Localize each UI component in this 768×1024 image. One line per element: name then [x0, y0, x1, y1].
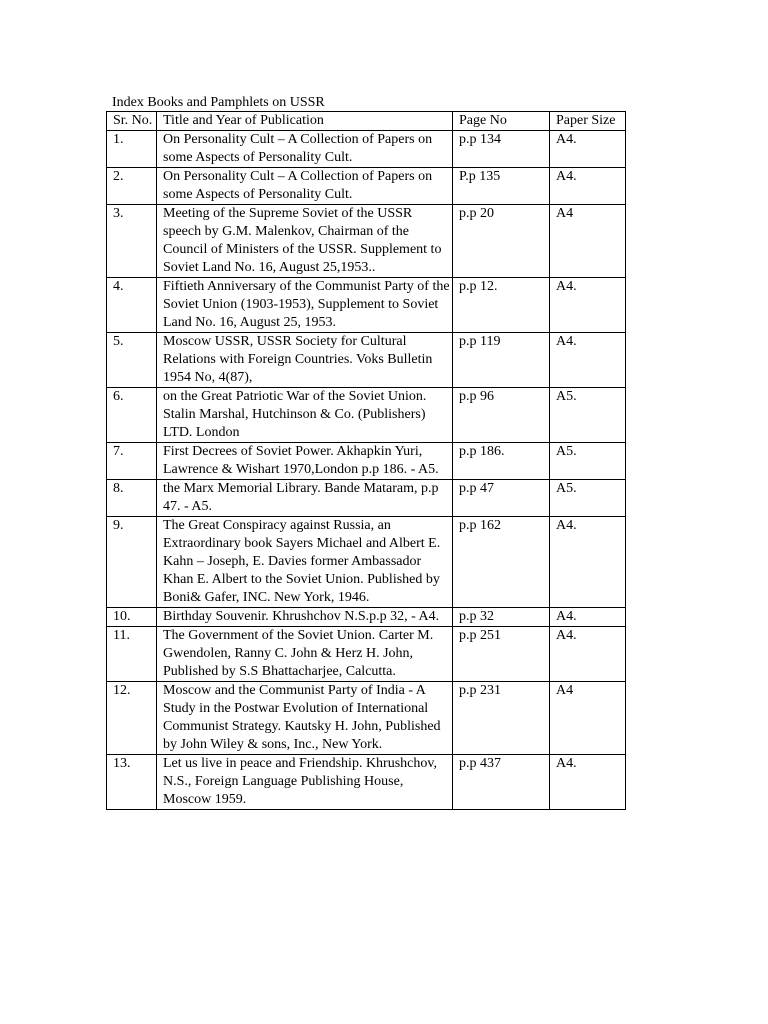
row-paper-size: A4.: [550, 755, 626, 810]
header-sr-no: Sr. No.: [107, 112, 157, 131]
row-title: The Great Conspiracy against Russia, an Extraordinary book Sayers Michael and Albert E. Kahn – Joseph, E. Davies former Ambassador Khan E. Albert to the Soviet Union. Published by Boni& Gafer, INC. New York, 1946.: [157, 517, 453, 608]
row-page-no: p.p 12.: [453, 278, 550, 333]
row-title: Moscow and the Communist Party of India - A Study in the Postwar Evolution of International Communist Strategy. Kautsky H. John, Published by John Wiley & sons, Inc., New York.: [157, 682, 453, 755]
row-paper-size: A4.: [550, 131, 626, 168]
table-row: [107, 388, 626, 443]
header-title: Title and Year of Publication: [157, 112, 453, 131]
row-page-no: p.p 437: [453, 755, 550, 810]
row-paper-size: A4.: [550, 608, 626, 627]
row-paper-size: A5.: [550, 480, 626, 517]
row-page-no: p.p 96: [453, 388, 550, 443]
row-sr-no: 4.: [107, 278, 157, 333]
row-title: On Personality Cult – A Collection of Papers on some Aspects of Personality Cult.: [157, 168, 453, 205]
header-page-no: Page No: [453, 112, 550, 131]
row-title: On Personality Cult – A Collection of Papers on some Aspects of Personality Cult.: [157, 131, 453, 168]
row-page-no: p.p 231: [453, 682, 550, 755]
table-row: [107, 131, 626, 168]
header-row: [107, 112, 626, 131]
table-row: [107, 480, 626, 517]
row-sr-no: 13.: [107, 755, 157, 810]
table-row: [107, 627, 626, 682]
table-row: [107, 755, 626, 810]
row-page-no: p.p 119: [453, 333, 550, 388]
table-row: [107, 333, 626, 388]
row-paper-size: A4.: [550, 278, 626, 333]
table-row: [107, 278, 626, 333]
row-title: The Government of the Soviet Union. Carter M. Gwendolen, Ranny C. John & Herz H. John, Published by S.S Bhattacharjee, Calcutta.: [157, 627, 453, 682]
row-paper-size: A4.: [550, 517, 626, 608]
row-title: First Decrees of Soviet Power. Akhapkin Yuri, Lawrence & Wishart 1970,London p.p 186. - A5.: [157, 443, 453, 480]
table-row: [107, 168, 626, 205]
row-sr-no: 5.: [107, 333, 157, 388]
row-sr-no: 8.: [107, 480, 157, 517]
row-paper-size: A4: [550, 682, 626, 755]
row-sr-no: 12.: [107, 682, 157, 755]
table-row: [107, 205, 626, 278]
row-paper-size: A5.: [550, 388, 626, 443]
row-page-no: p.p 32: [453, 608, 550, 627]
row-title: Moscow USSR, USSR Society for Cultural Relations with Foreign Countries. Voks Bulletin 1954 No, 4(87),: [157, 333, 453, 388]
row-page-no: p.p 186.: [453, 443, 550, 480]
row-sr-no: 1.: [107, 131, 157, 168]
row-sr-no: 3.: [107, 205, 157, 278]
row-paper-size: A4: [550, 205, 626, 278]
row-sr-no: 11.: [107, 627, 157, 682]
row-paper-size: A4.: [550, 168, 626, 205]
header-paper-size: Paper Size: [550, 112, 626, 131]
row-title: Meeting of the Supreme Soviet of the USSR speech by G.M. Malenkov, Chairman of the Council of Ministers of the USSR. Supplement to Soviet Land No. 16, August 25,1953..: [157, 205, 453, 278]
row-title: the Marx Memorial Library. Bande Mataram, p.p 47. - A5.: [157, 480, 453, 517]
row-sr-no: 2.: [107, 168, 157, 205]
row-page-no: p.p 162: [453, 517, 550, 608]
row-paper-size: A4.: [550, 333, 626, 388]
index-table: [106, 111, 626, 810]
row-title: on the Great Patriotic War of the Soviet Union. Stalin Marshal, Hutchinson & Co. (Publishers) LTD. London: [157, 388, 453, 443]
row-title: Fiftieth Anniversary of the Communist Party of the Soviet Union (1903-1953), Supplement to Soviet Land No. 16, August 25, 1953.: [157, 278, 453, 333]
row-sr-no: 10.: [107, 608, 157, 627]
row-page-no: P.p 135: [453, 168, 550, 205]
row-sr-no: 6.: [107, 388, 157, 443]
document-title: Index Books and Pamphlets on USSR: [112, 95, 325, 110]
table-row: [107, 682, 626, 755]
row-page-no: p.p 47: [453, 480, 550, 517]
row-page-no: p.p 251: [453, 627, 550, 682]
row-title: Birthday Souvenir. Khrushchov N.S.p.p 32, - A4.: [157, 608, 453, 627]
row-sr-no: 7.: [107, 443, 157, 480]
table-row: [107, 443, 626, 480]
table-row: [107, 517, 626, 608]
row-page-no: p.p 134: [453, 131, 550, 168]
row-paper-size: A4.: [550, 627, 626, 682]
row-sr-no: 9.: [107, 517, 157, 608]
table-row: [107, 608, 626, 627]
row-page-no: p.p 20: [453, 205, 550, 278]
row-title: Let us live in peace and Friendship. Khrushchov, N.S., Foreign Language Publishing House, Moscow 1959.: [157, 755, 453, 810]
row-paper-size: A5.: [550, 443, 626, 480]
